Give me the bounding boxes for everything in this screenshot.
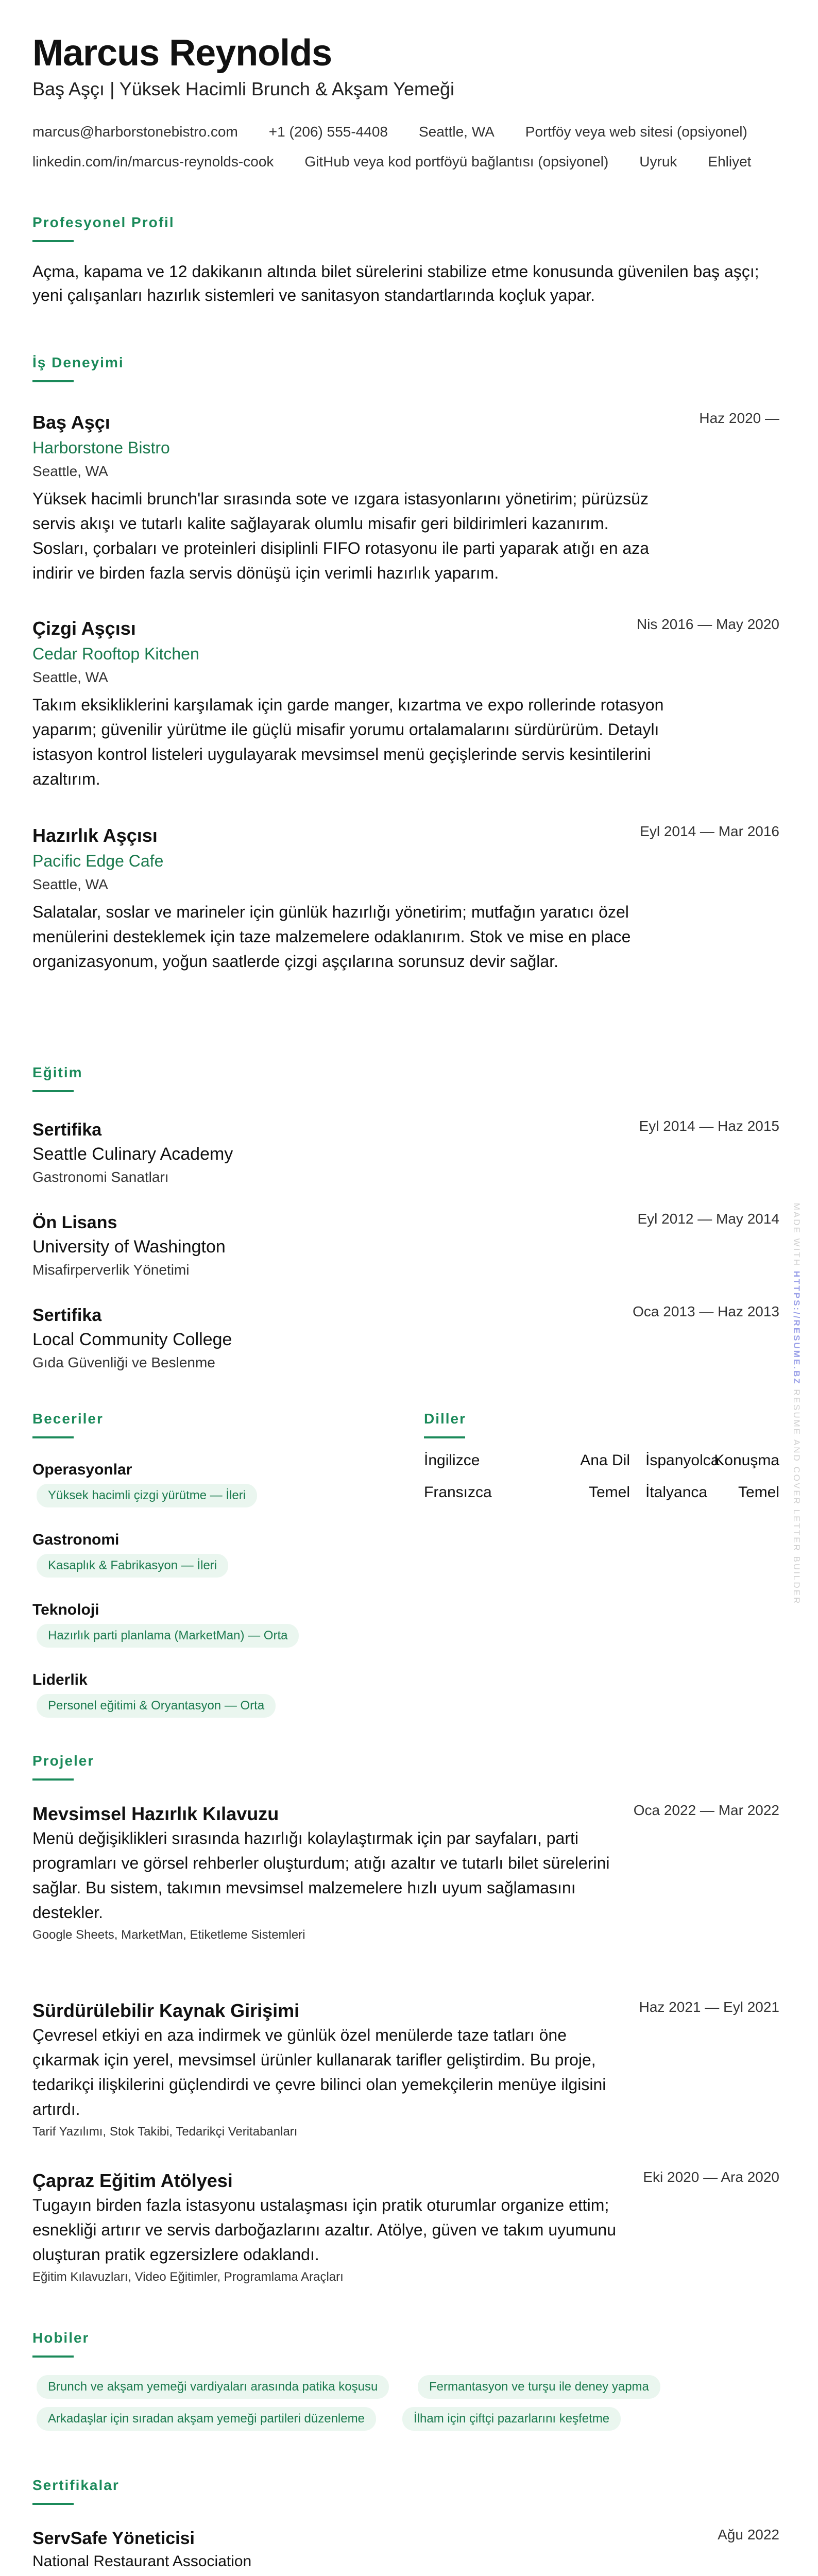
job-entry xyxy=(32,823,779,974)
edu-degree: Sertifika xyxy=(32,1306,102,1325)
language-level: Konuşma xyxy=(714,1452,779,1469)
contact-row-1 xyxy=(32,124,747,140)
project-description: Tugayın birden fazla istasyonu ustalaşması için pratik oturumlar organize ettim; esnekliği artırır ve servis darboğazlarını azaltır. Atölye, güven ve takım uyumunu oluşturan pratik egzersizlere odaklandı. xyxy=(32,2196,616,2264)
skill-pill: Yüksek hacimli çizgi yürütme — İleri xyxy=(37,1484,257,1507)
cert-name: ServSafe Yöneticisi xyxy=(32,2529,195,2548)
project-description: Çevresel etkiyi en aza indirmek ve günlük özel menülerde taze tatları öne çıkarmak için yerel, mevsimsel ürünler kullanarak tarifler geliştirdim. Bu proje, tedarikçi ilişkilerini güçlendirdi ve çevre bilinci olan yemekçilerin menüye ilgisini artırdı. xyxy=(32,2026,606,2119)
cert-date: Ağu 2022 xyxy=(718,2527,779,2543)
job-entry xyxy=(32,616,779,791)
project-entry xyxy=(32,1802,779,1945)
contact-phone[interactable]: +1 (206) 555-4408 xyxy=(268,124,388,140)
contact-github[interactable]: GitHub veya kod portföyü bağlantısı (opsiyonel) xyxy=(304,154,609,170)
contact-portfolio[interactable]: Portföy veya web sitesi (opsiyonel) xyxy=(525,124,747,140)
certifications-section xyxy=(32,2475,779,2505)
candidate-name: Marcus Reynolds xyxy=(32,32,332,74)
project-entry xyxy=(32,1999,779,2142)
languages-section xyxy=(424,1409,779,1438)
section-rule xyxy=(424,1436,465,1438)
watermark-link[interactable]: HTTPS://RESUME.BZ xyxy=(792,1270,802,1385)
job-date: Haz 2020 — xyxy=(699,410,779,426)
section-title-projects: Projeler xyxy=(32,1753,95,1769)
job-company: Cedar Rooftop Kitchen xyxy=(32,645,199,663)
edu-degree: Sertifika xyxy=(32,1120,102,1140)
section-rule xyxy=(32,1090,74,1092)
edu-school: University of Washington xyxy=(32,1237,226,1257)
project-title: Çapraz Eğitim Atölyesi xyxy=(32,2170,233,2191)
hobbies-section xyxy=(32,2328,779,2358)
job-location: Seattle, WA xyxy=(32,669,108,685)
builder-watermark xyxy=(787,1159,806,1649)
education-entry xyxy=(32,1303,779,1374)
project-entry xyxy=(32,2169,779,2287)
section-rule xyxy=(32,1778,74,1781)
section-title-profile: Profesyonel Profil xyxy=(32,214,175,230)
language-level: Temel xyxy=(588,1484,630,1501)
language-level: Temel xyxy=(738,1484,779,1501)
edu-field: Gastronomi Sanatları xyxy=(32,1169,169,1185)
section-title-education: Eğitim xyxy=(32,1064,83,1080)
job-location: Seattle, WA xyxy=(32,876,108,892)
language-name: İngilizce xyxy=(424,1452,480,1469)
edu-date: Eyl 2014 — Haz 2015 xyxy=(639,1118,779,1134)
skills-section xyxy=(32,1409,393,1438)
contact-license: Ehliyet xyxy=(708,154,752,170)
project-title: Sürdürülebilir Kaynak Girişimi xyxy=(32,2000,300,2021)
cert-issuer: National Restaurant Association xyxy=(32,2553,252,2570)
job-date: Nis 2016 — May 2020 xyxy=(636,616,779,632)
job-date: Eyl 2014 — Mar 2016 xyxy=(640,823,779,839)
language-name: Fransızca xyxy=(424,1484,492,1501)
skill-category: Gastronomi xyxy=(32,1531,120,1548)
language-name: İspanyolca xyxy=(645,1452,720,1469)
contact-nationality: Uyruk xyxy=(639,154,677,170)
education-section xyxy=(32,1062,779,1092)
hobby-pill: İlham için çiftçi pazarlarını keşfetme xyxy=(402,2407,621,2431)
project-tools: Tarif Yazılımı, Stok Takibi, Tedarikçi Veritabanları xyxy=(32,2125,298,2139)
language-name: İtalyanca xyxy=(645,1484,708,1501)
education-entry xyxy=(32,1211,779,1281)
hobby-pill: Arkadaşlar için sıradan akşam yemeği partileri düzenleme xyxy=(37,2407,376,2431)
contact-location: Seattle, WA xyxy=(418,124,495,140)
contact-linkedin[interactable]: linkedin.com/in/marcus-reynolds-cook xyxy=(32,154,274,170)
project-tools: Eğitim Kılavuzları, Video Eğitimler, Programlama Araçları xyxy=(32,2270,344,2284)
section-title-experience: İş Deneyimi xyxy=(32,354,124,370)
candidate-headline: Baş Aşçı | Yüksek Hacimli Brunch & Akşam Yemeği xyxy=(32,78,455,99)
watermark-suffix: RESUME AND COVER LETTER BUILDER xyxy=(792,1385,802,1605)
edu-field: Gıda Güvenliği ve Beslenme xyxy=(32,1354,215,1370)
section-title-skills: Beceriler xyxy=(32,1411,104,1427)
job-title: Çizgi Aşçısı xyxy=(32,618,136,639)
section-rule xyxy=(32,2355,74,2358)
job-description: Takım eksikliklerini karşılamak için garde manger, kızartma ve expo rollerinde rotasyon yaparım; güvenilir yürütme ile güçlü misafir yorumu ortalamalarını sürdürürüm. Detaylı istasyon kontrol listeleri uygulayarak mevsimsel menü geçişlerinde servis kesintilerini azaltırım. xyxy=(32,696,664,788)
project-description: Menü değişiklikleri sırasında hazırlığı kolaylaştırmak için par sayfaları, parti programları ve görsel rehberler oluşturdum; atığı azaltır ve tutarlı bilet sürelerini sağlar. Bu sistem, takımın mevsimsel malzemelere hızlı uyum sağlamasını destekler. xyxy=(32,1829,610,1922)
job-title: Baş Aşçı xyxy=(32,412,110,433)
watermark-text xyxy=(791,1203,802,1605)
section-title-hobbies: Hobiler xyxy=(32,2330,90,2346)
watermark-prefix: MADE WITH xyxy=(792,1202,802,1271)
skill-pill: Personel eğitimi & Oryantasyon — Orta xyxy=(37,1694,276,1718)
job-description: Salatalar, soslar ve marineler için günlük hazırlığı yönetirim; mutfağın yaratıcı özel menülerini desteklemek için taze malzemelere odaklanırım. Stok ve mise en place organizasyonum, yoğun saatlerde çizgi aşçılarına sorunsuz devir sağlar. xyxy=(32,903,631,971)
section-title-certifications: Sertifikalar xyxy=(32,2477,120,2493)
project-title: Mevsimsel Hazırlık Kılavuzu xyxy=(32,1803,279,1824)
hobby-pill: Brunch ve akşam yemeği vardiyaları arasında patika koşusu xyxy=(37,2375,389,2399)
language-level: Ana Dil xyxy=(580,1452,630,1469)
project-date: Eki 2020 — Ara 2020 xyxy=(643,2169,779,2185)
edu-date: Eyl 2012 — May 2014 xyxy=(637,1211,779,1227)
project-tools: Google Sheets, MarketMan, Etiketleme Sistemleri xyxy=(32,1928,305,1942)
skill-pill: Kasaplık & Fabrikasyon — İleri xyxy=(37,1554,228,1578)
section-rule xyxy=(32,380,74,382)
section-rule xyxy=(32,1436,74,1438)
contact-email[interactable]: marcus@harborstonebistro.com xyxy=(32,124,238,140)
projects-section xyxy=(32,1751,779,1781)
skill-category: Teknoloji xyxy=(32,1601,99,1618)
experience-section xyxy=(32,352,779,382)
profile-section xyxy=(32,212,779,307)
job-title: Hazırlık Aşçısı xyxy=(32,825,158,846)
project-date: Oca 2022 — Mar 2022 xyxy=(633,1802,779,1818)
edu-field: Misafirperverlik Yönetimi xyxy=(32,1262,190,1278)
job-company: Harborstone Bistro xyxy=(32,438,170,457)
contact-row-2 xyxy=(32,154,751,170)
certification-entry xyxy=(32,2527,779,2573)
edu-school: Local Community College xyxy=(32,1330,232,1349)
edu-date: Oca 2013 — Haz 2013 xyxy=(633,1303,779,1319)
skill-pill: Hazırlık parti planlama (MarketMan) — Orta xyxy=(37,1624,299,1648)
job-description: Yüksek hacimli brunch'lar sırasında sote ve ızgara istasyonlarını yönetirim; pürüzsüz servis akışı ve tutarlı kalite sağlayarak olumlu misafir geri bildirimleri kazanırım. Sosları, çorbaları ve proteinleri disiplinli FIFO rotasyonu ile parti yaparak atığı en aza indirir ve birden fazla servis dönüşü için verimli hazırlık yaparım. xyxy=(32,489,649,582)
job-company: Pacific Edge Cafe xyxy=(32,852,164,870)
skill-category: Liderlik xyxy=(32,1671,88,1688)
project-date: Haz 2021 — Eyl 2021 xyxy=(639,1999,779,2015)
section-rule xyxy=(32,240,74,242)
job-location: Seattle, WA xyxy=(32,463,108,479)
edu-degree: Ön Lisans xyxy=(32,1213,117,1232)
section-title-languages: Diller xyxy=(424,1411,467,1427)
edu-school: Seattle Culinary Academy xyxy=(32,1144,233,1164)
hobby-pill: Fermantasyon ve turşu ile deney yapma xyxy=(418,2375,660,2399)
section-rule xyxy=(32,2503,74,2505)
skill-category: Operasyonlar xyxy=(32,1461,132,1478)
profile-text: Açma, kapama ve 12 dakikanın altında bilet sürelerini stabilize etme konusunda güvenilen baş aşçı; yeni çalışanları hazırlık sistemleri ve sanitasyon standartlarında koçluk yapar. xyxy=(32,262,759,304)
job-entry xyxy=(32,410,779,585)
education-entry xyxy=(32,1118,779,1188)
